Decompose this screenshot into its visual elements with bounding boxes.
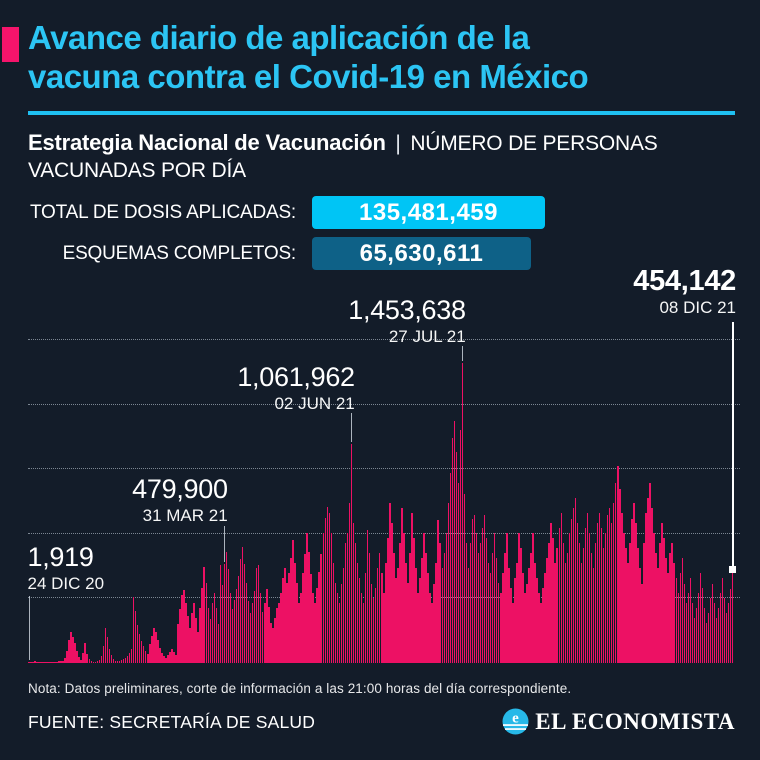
subtitle-measure-label: NÚMERO DE PERSONAS VACUNADAS POR DÍA bbox=[28, 132, 658, 182]
annotation-leader-line bbox=[351, 413, 352, 442]
annotation-value: 1,919 bbox=[27, 542, 94, 572]
total-doses-value: 135,481,459 bbox=[359, 198, 498, 226]
daily-bar bbox=[732, 569, 734, 663]
annotation-value: 1,453,638 bbox=[348, 295, 466, 325]
complete-schemes-value: 65,630,611 bbox=[359, 239, 484, 267]
annotation-date: 31 MAR 21 bbox=[142, 506, 228, 525]
complete-schemes-label: ESQUEMAS COMPLETOS: bbox=[62, 242, 296, 264]
page-title-line1: Avance diario de aplicación de la bbox=[28, 19, 530, 56]
data-point-annotation bbox=[633, 266, 736, 318]
annotation-leader-line bbox=[224, 526, 225, 562]
gridline bbox=[28, 404, 740, 405]
annotation-leader-line bbox=[732, 322, 734, 567]
gridline bbox=[28, 468, 740, 469]
source-attribution: FUENTE: SECRETARÍA DE SALUD bbox=[28, 712, 316, 732]
data-point-annotation bbox=[237, 362, 354, 414]
annotation-leader-line bbox=[462, 346, 463, 361]
publisher-brand bbox=[502, 708, 735, 735]
data-point-annotation bbox=[132, 474, 228, 526]
total-doses-label: TOTAL DE DOSIS APLICADAS: bbox=[29, 201, 296, 223]
subtitle-strategy-label: Estrategia Nacional de Vacunación bbox=[28, 130, 386, 155]
el-economista-logo-icon bbox=[502, 708, 529, 735]
page-title-line2: vacuna contra el Covid-19 en México bbox=[28, 58, 589, 95]
subtitle-separator: | bbox=[395, 132, 401, 155]
annotation-leader-line bbox=[29, 596, 30, 660]
annotation-date: 08 DIC 21 bbox=[659, 298, 736, 317]
peak-marker-square bbox=[729, 566, 736, 573]
annotation-value: 1,061,962 bbox=[237, 362, 355, 392]
annotation-date: 27 JUL 21 bbox=[388, 327, 466, 346]
annotation-date: 02 JUN 21 bbox=[274, 394, 355, 413]
data-point-annotation bbox=[348, 295, 465, 347]
footnote: Nota: Datos preliminares, corte de información a las 21:00 horas del día correspondiente. bbox=[28, 681, 572, 696]
annotation-value: 479,900 bbox=[132, 474, 228, 504]
annotation-date: 24 DIC 20 bbox=[27, 574, 105, 593]
svg-text:e: e bbox=[512, 710, 520, 727]
data-point-annotation bbox=[28, 542, 105, 594]
annotation-value: 454,142 bbox=[633, 265, 736, 297]
publisher-brand-name: EL ECONOMISTA bbox=[535, 708, 735, 734]
